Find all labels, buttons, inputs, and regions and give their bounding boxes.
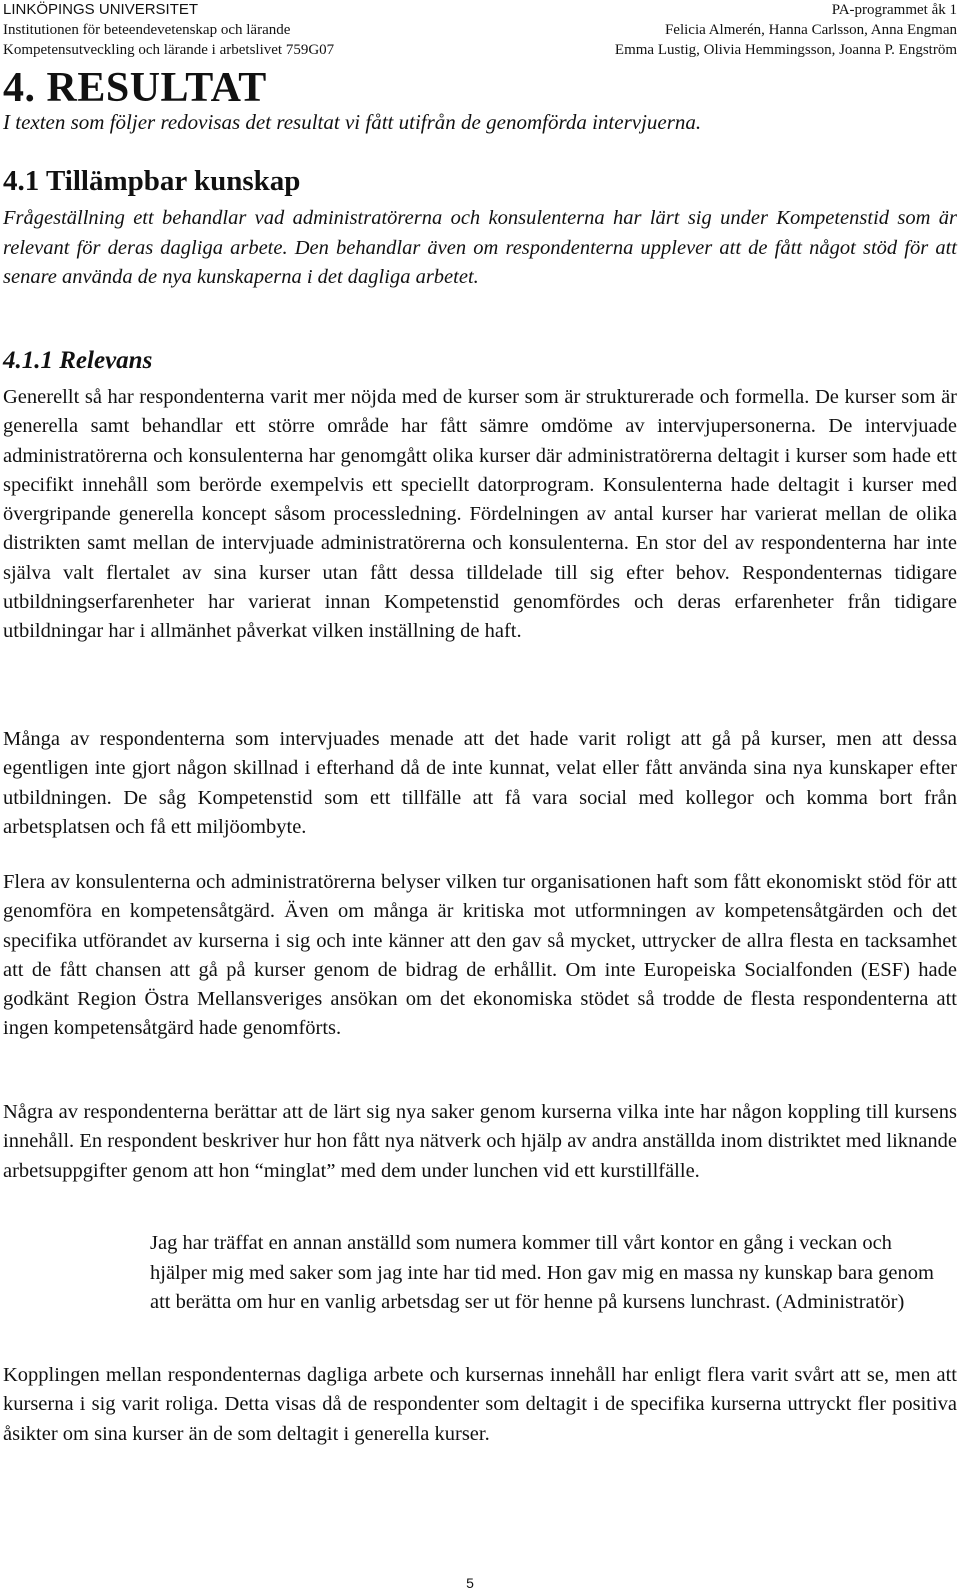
paragraph: Några av respondenterna berättar att de lärt sig nya saker genom kurserna vilka inte har någon koppling till kursens innehåll. En respondent beskriver hur hon fått nya nätverk och hjälp av andra anställda inom distriktet med liknande arbetsuppgifter genom att hon “minglat” med dem under lunchen vid ett kurstillfälle. [3,1101,957,1182]
page-number: 5 [466,1575,474,1591]
section-title: 4. RESULTAT [3,65,267,111]
authors-line-1: Felicia Almerén, Hanna Carlsson, Anna Engman [664,22,957,38]
department-name: Institutionen för beteendevetenskap och lärande [3,22,291,38]
authors-line-2: Emma Lustig, Olivia Hemmingsson, Joanna P. Engström [614,42,957,58]
section-intro: I texten som följer redovisas det resultat vi fått utifrån de genomförda intervjuerna. [3,110,702,134]
program-name: PA-programmet åk 1 [831,2,957,18]
subsection-title: 4.1 Tillämpbar kunskap [3,165,301,197]
subsubsection-title: 4.1.1 Relevans [3,347,153,374]
header-left [3,0,334,60]
subsection-intro: Frågeställning ett behandlar vad administratörerna och konsulenterna har lärt sig under Kompetenstid som är relevant för deras dagliga arbete. Den behandlar även om respondenterna upplever att de fått något stöd för att senare använda de nya kunskaperna i det dagliga arbetet. [3,207,957,288]
university-name: LINKÖPINGS UNIVERSITET [3,1,199,18]
course-name: Kompetensutveckling och lärande i arbetslivet 759G07 [3,42,335,58]
closing-paragraph: Kopplingen mellan respondenternas dagliga arbete och kursernas innehåll har enligt flera varit svårt att se, men att kurserna i sig varit roliga. Detta visas då de respondenter som deltagit i de specifika kurserna uttryckt fler positiva åsikter om sina kurser än de som deltagit i generella kurser. [3,1364,957,1445]
paragraph: Många av respondenterna som intervjuades menade att det hade varit roligt att gå på kurser, men att dessa egentligen inte gjort någon skillnad i efterhand då de inte kunnat, velat eller fått använda sina nya kunskaper efter utbildningen. De såg Kompetenstid som ett tillfälle att få vara social med kollegor och komma bort från arbetsplatsen och få ett miljöombyte. [3,728,957,838]
header-right [615,0,957,60]
paragraph: Generellt så har respondenterna varit mer nöjda med de kurser som är strukturerade och formella. De kurser som är generella samt behandlar ett större område har fått sämre omdöme av intervjupersonerna. De intervjuade administratörerna och konsulenterna har genomgått olika kurser där administratörerna deltagit i kurser som hade ett specifikt innehåll som berörde exempelvis ett speciellt datorprogram. Konsulenterna hade deltagit i kurser med övergripande generella koncept såsom processledning. Fördelningen av antal kurser har varierat mellan de olika distrikten samt mellan de intervjuade administratörerna och konsulenterna. En stor del av respondenterna har inte själva valt flertalet av sina kurser utan fått dessa tilldelade till sig efter behov. Respondenternas tidigare utbildningserfarenheter har varierat innan Kompetenstid genomfördes och deras erfarenheter från tidigare utbildningar har i allmänhet påverkat vilken inställning de haft. [3,386,957,643]
paragraph: Flera av konsulenterna och administratörerna belyser vilken tur organisationen haft som fått ekonomiskt stöd för att genomföra en kompetensåtgärd. Även om många är kritiska mot utformningen av kompetensåtgärden och det specifika utförandet av kurserna i sig och inte känner att den gav så mycket, uttrycker de allra flesta en tacksamhet att de fått chansen att gå på kurser genom de bidrag de erhållit. Om inte Europeiska Socialfonden (ESF) hade godkänt Region Östra Mellansveriges ansökan om det ekonomiska stödet så trodde de flesta respondenterna att ingen kompetensåtgärd hade genomförts. [3,871,957,1040]
block-quote: Jag har träffat en annan anställd som numera kommer till vårt kontor en gång i veckan och hjälper mig med saker som jag inte har tid med. Hon gav mig en massa ny kunskap bara genom att berätta om hur en vanlig arbetsdag ser ut för henne på kursens lunchrast. (Administratör) [150,1232,934,1313]
